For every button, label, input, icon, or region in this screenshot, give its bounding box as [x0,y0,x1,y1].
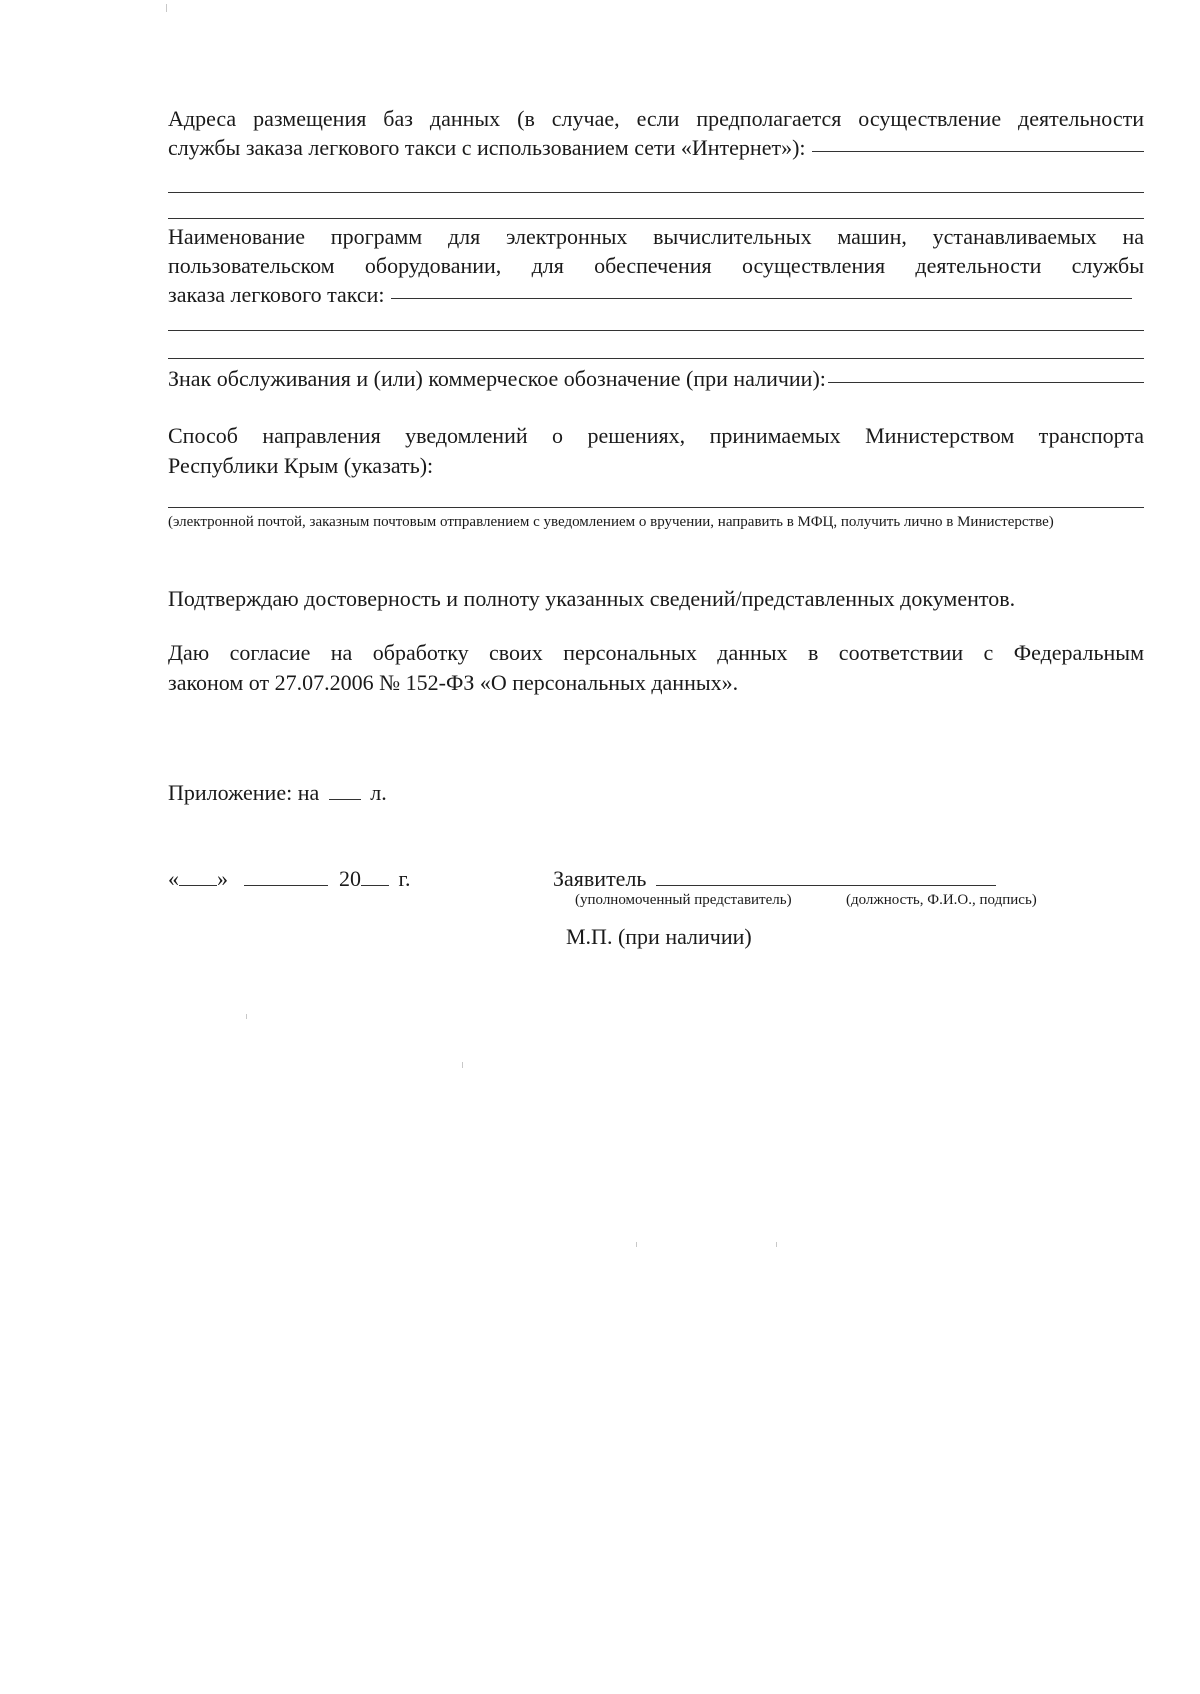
notify-line2: Республики Крым (указать): [168,453,434,478]
signature-caption-left: (уполномоченный представитель) [575,892,792,908]
software-input-line[interactable] [391,297,1132,299]
notify-hint: (электронной почтой, заказным почтовым отправлением с уведомлением о вручении, направить в МФЦ, получить лично в Министерстве) [168,514,1054,530]
signature-input[interactable] [656,867,996,886]
signature-label: Заявитель [553,866,647,891]
software-input-line-2[interactable] [168,330,1144,331]
software-line3-text: заказа легкового такси: [168,282,385,307]
software-line1: Наименование программ для электронных вычислительных машин, устанавливаемых на [168,224,1144,249]
confirm-text: Подтверждаю достоверность и полноту указанных сведений/представленных документов. [168,586,1016,611]
consent-line2: законом от 27.07.2006 № 152-ФЗ «О персональных данных». [168,670,739,695]
date-year-input[interactable] [361,867,389,886]
date-day-input[interactable] [179,867,217,886]
date-year-suffix: г. [398,866,411,891]
scan-speck [776,1242,777,1247]
db-address-line2 [168,133,1144,162]
scan-speck [636,1242,637,1247]
trademark-input-line[interactable] [828,381,1144,383]
attachment-pages-input[interactable] [329,781,361,800]
trademark-line [168,364,1144,393]
signature-caption-right: (должность, Ф.И.О., подпись) [846,892,1037,908]
date-century: 20 [339,866,361,891]
attachment-line [168,778,387,807]
db-address-input-line-2[interactable] [168,192,1144,193]
attachment-prefix: Приложение: на [168,780,320,805]
date-open-quote: « [168,866,179,891]
scan-speck [462,1062,463,1068]
software-line2: пользовательском оборудовании, для обеспечения осуществления деятельности службы [168,253,1144,278]
db-address-input-line[interactable] [812,150,1144,152]
consent-line1: Даю согласие на обработку своих персональных данных в соответствии с Федеральным [168,640,1144,665]
signature-line [553,864,996,893]
date-line [168,864,411,893]
attachment-suffix: л. [370,780,387,805]
stamp-text: М.П. (при наличии) [566,924,752,949]
trademark-label: Знак обслуживания и (или) коммерческое обозначение (при наличии): [168,366,826,391]
date-close-quote: » [217,866,228,891]
scan-speck [166,4,167,12]
db-address-input-line-3[interactable] [168,218,1144,219]
notify-input-line[interactable] [168,507,1144,508]
software-line3 [168,280,1132,309]
software-input-line-3[interactable] [168,358,1144,359]
db-address-line1: Адреса размещения баз данных (в случае, если предполагается осуществление деятельности [168,106,1144,131]
db-address-line2-text: службы заказа легкового такси с использованием сети «Интернет»): [168,135,806,160]
date-month-input[interactable] [244,867,328,886]
scan-speck [246,1014,247,1019]
notify-line1: Способ направления уведомлений о решениях, принимаемых Министерством транспорта [168,423,1144,448]
